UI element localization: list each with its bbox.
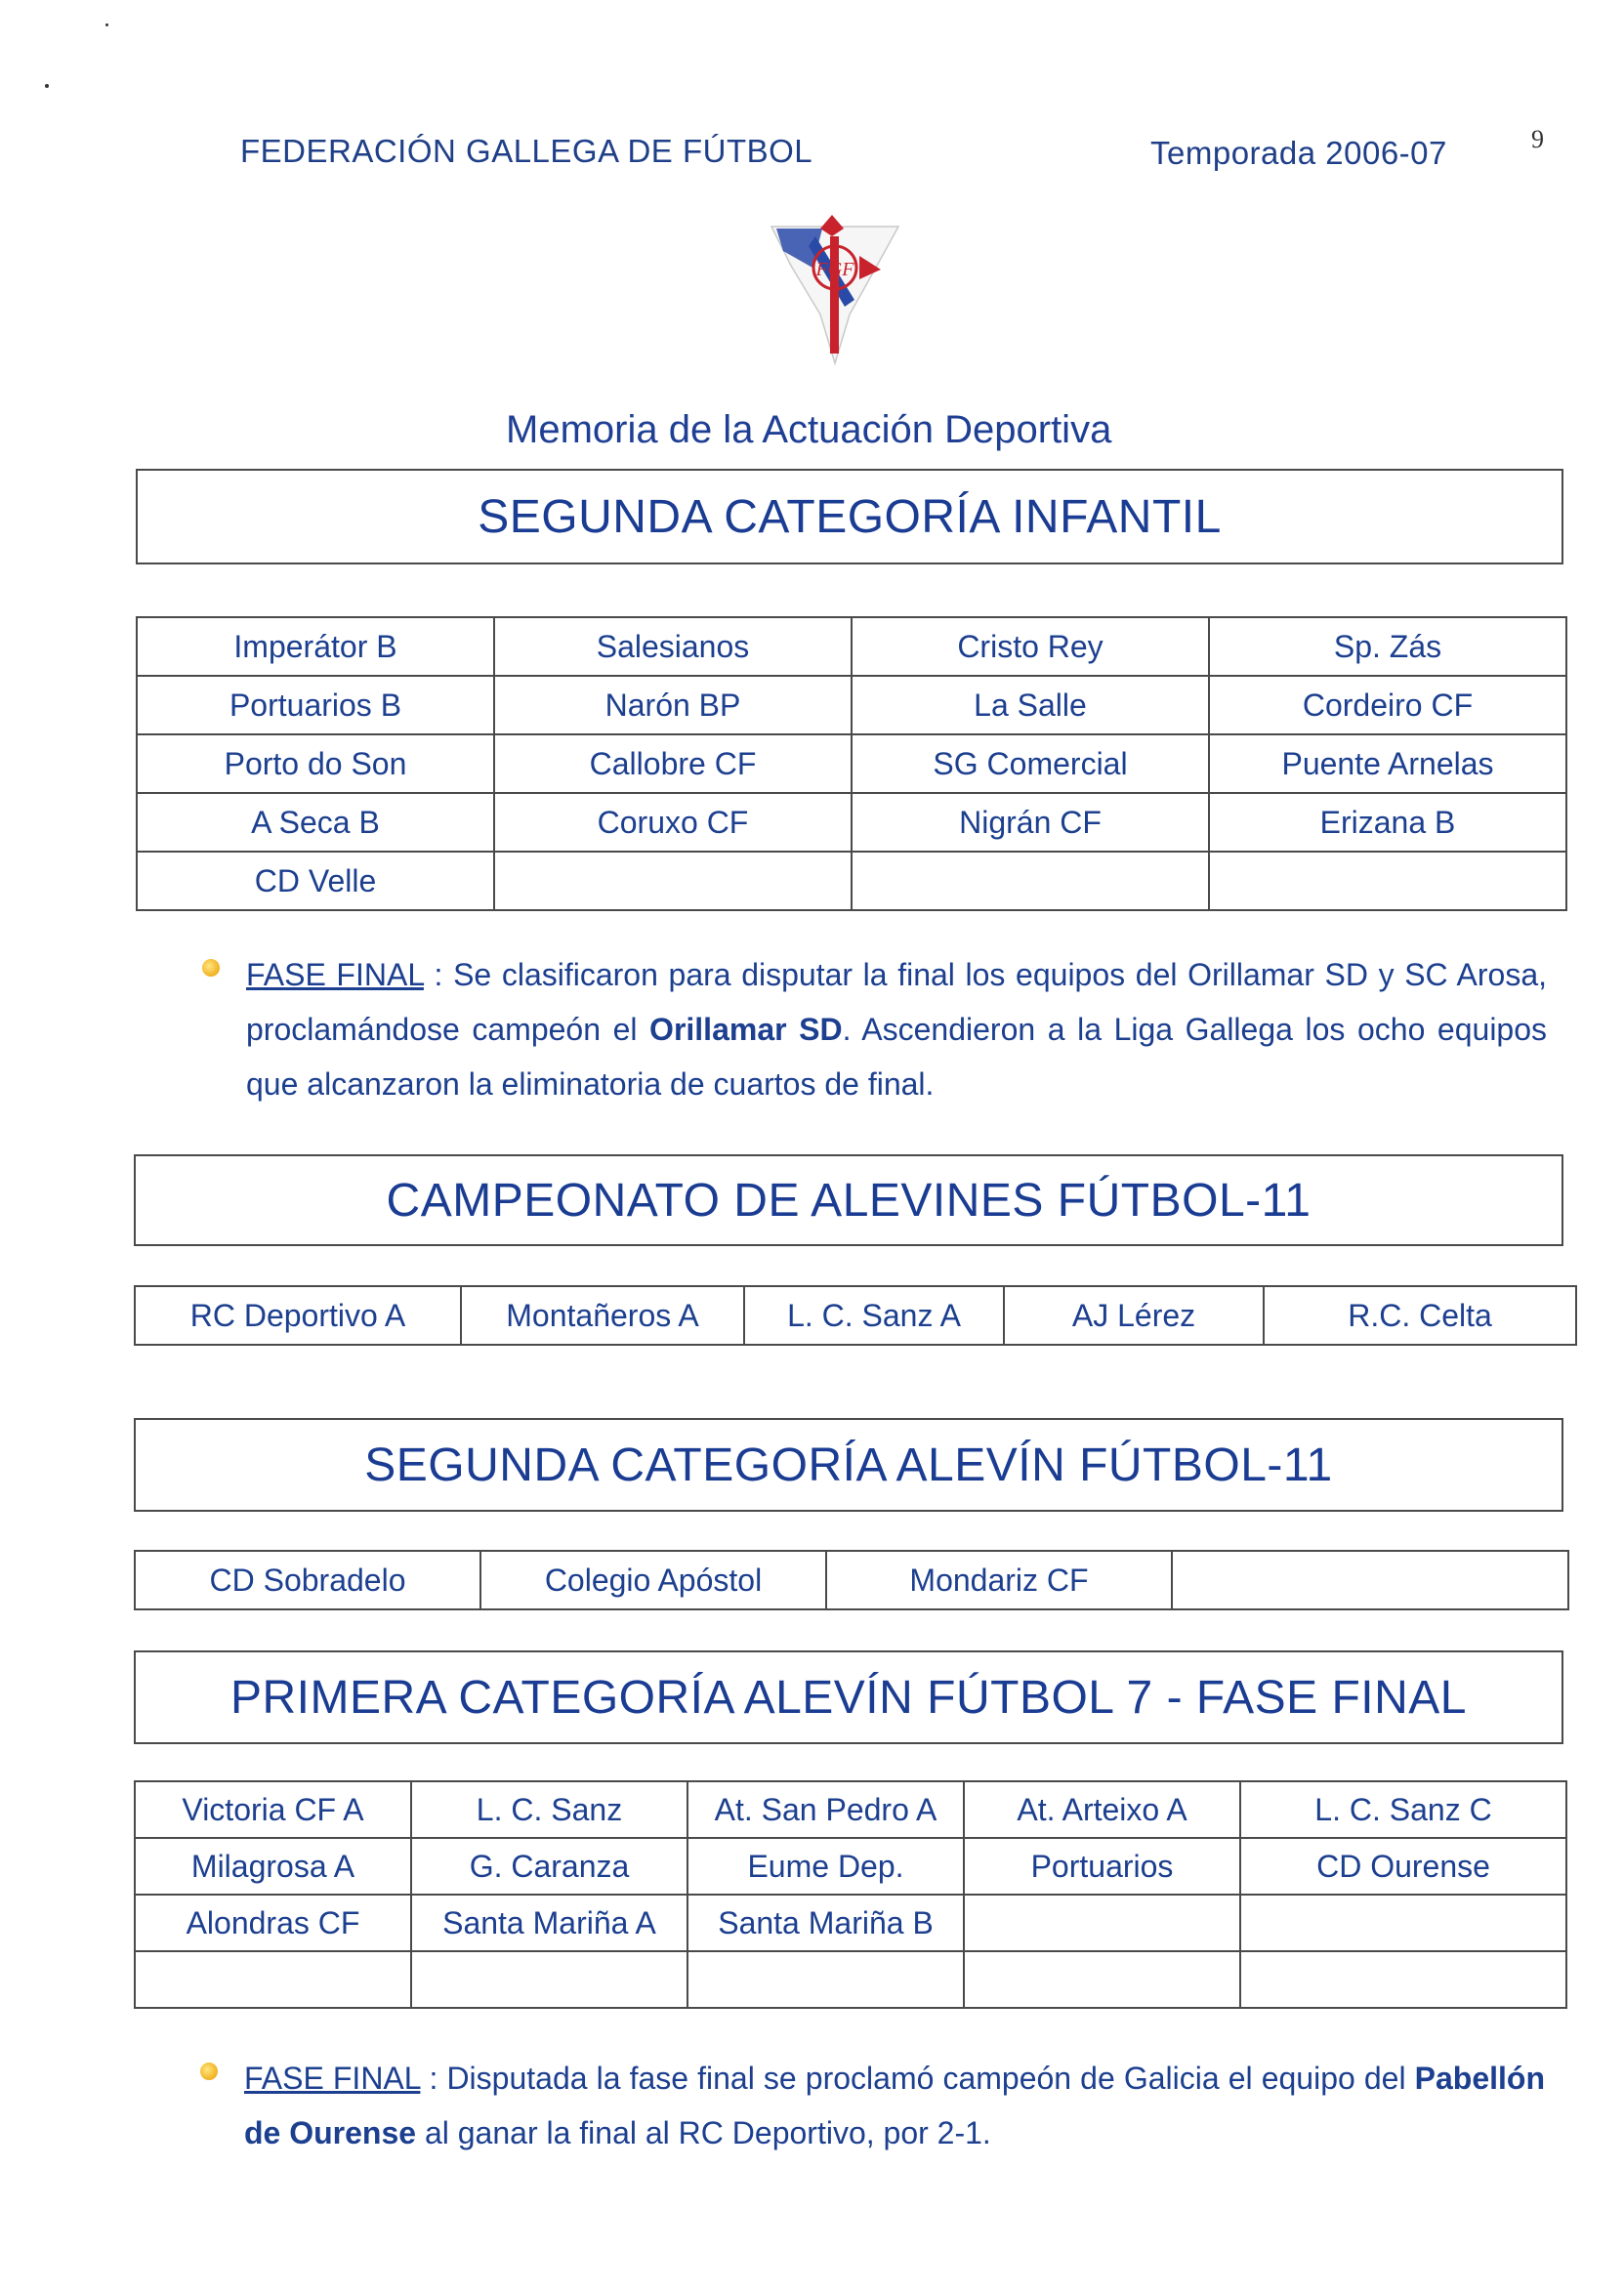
note-label: FASE FINAL [246,957,424,992]
note-text: . Ascendieron a la Liga Gallega los ocho equipos que alcanzaron la eliminatoria de cuartos de final. [246,1012,1548,1102]
document-subtitle: Memoria de la Actuación Deportiva [506,408,1112,451]
note-champion: Orillamar SD [649,1012,843,1047]
section-title-primera-alevin-f7: PRIMERA CATEGORÍA ALEVÍN FÚTBOL 7 - FASE FINAL [134,1650,1563,1744]
table-row [135,1951,1566,2008]
team-cell: Cristo Rey [852,617,1209,676]
team-cell: L. C. Sanz C [1240,1781,1566,1838]
page-number: 9 [1531,125,1544,153]
bullet-icon [202,959,220,977]
note-text: Se clasificaron para disputar la final los equipos del Orillamar SD y SC Arosa, proclamándose campeón el [246,957,1548,1047]
team-cell: Eume Dep. [687,1838,964,1895]
table-row [137,676,1566,734]
team-cell [852,852,1209,910]
scan-speck [45,84,49,88]
bullet-icon [200,2063,218,2080]
fase-final-note-infantil [246,947,1547,1111]
note-label: FASE FINAL [244,2061,421,2096]
team-cell: Portuarios B [137,676,494,734]
team-cell: G. Caranza [411,1838,687,1895]
team-cell: Colegio Apóstol [480,1551,826,1609]
team-cell: CD Ourense [1240,1838,1566,1895]
fgf-logo [762,207,908,375]
note-separator: : [423,957,454,992]
team-cell: Santa Mariña B [687,1895,964,1951]
table-row [135,1551,1568,1609]
team-cell: A Seca B [137,793,494,852]
team-cell [1209,852,1566,910]
team-cell [964,1895,1240,1951]
logo-text: FGF [815,259,854,280]
table-row [137,793,1566,852]
note-separator: : [420,2061,447,2096]
team-cell: Puente Arnelas [1209,734,1566,793]
team-cell: At. Arteixo A [964,1781,1240,1838]
team-cell [411,1951,687,2008]
team-cell: At. San Pedro A [687,1781,964,1838]
scan-speck [105,23,108,26]
team-cell [135,1951,411,2008]
fase-final-note-alevin-f7 [244,2051,1545,2160]
note-champion: Pabellón de Ourense [244,2061,1546,2150]
team-cell [687,1951,964,2008]
team-cell: Porto do Son [137,734,494,793]
team-cell [494,852,852,910]
team-cell: Portuarios [964,1838,1240,1895]
team-cell: CD Sobradelo [135,1551,480,1609]
teams-table-segunda-infantil [136,616,1567,911]
federation-name: FEDERACIÓN GALLEGA DE FÚTBOL [240,133,813,169]
team-cell: RC Deportivo A [135,1286,461,1345]
team-cell: Montañeros A [461,1286,744,1345]
team-cell: Nigrán CF [852,793,1209,852]
team-cell: R.C. Celta [1264,1286,1576,1345]
table-row [135,1895,1566,1951]
table-row [135,1781,1566,1838]
team-cell: Coruxo CF [494,793,852,852]
team-cell [1172,1551,1568,1609]
team-cell: AJ Lérez [1004,1286,1264,1345]
team-cell: Callobre CF [494,734,852,793]
team-cell: Erizana B [1209,793,1566,852]
team-cell: Narón BP [494,676,852,734]
team-cell: SG Comercial [852,734,1209,793]
note-text: al ganar la final al RC Deportivo, por 2-1. [416,2115,991,2150]
team-cell: La Salle [852,676,1209,734]
team-cell: Imperátor B [137,617,494,676]
team-cell [1240,1951,1566,2008]
team-cell [964,1951,1240,2008]
note-text: Disputada la fase final se proclamó campeón de Galicia el equipo del [446,2061,1415,2096]
teams-table-segunda-alevin-f11 [134,1550,1569,1610]
team-cell: Alondras CF [135,1895,411,1951]
section-title-alevines-f11: CAMPEONATO DE ALEVINES FÚTBOL-11 [134,1154,1563,1246]
team-cell: L. C. Sanz A [744,1286,1004,1345]
section-title-segunda-infantil: SEGUNDA CATEGORÍA INFANTIL [136,469,1563,564]
team-cell [1240,1895,1566,1951]
team-cell: Salesianos [494,617,852,676]
team-cell: Victoria CF A [135,1781,411,1838]
team-cell: L. C. Sanz [411,1781,687,1838]
team-cell: Santa Mariña A [411,1895,687,1951]
table-row [137,617,1566,676]
table-row [137,734,1566,793]
teams-table-primera-alevin-f7 [134,1780,1567,2009]
team-cell: Cordeiro CF [1209,676,1566,734]
team-cell: CD Velle [137,852,494,910]
teams-table-alevines-f11 [134,1285,1577,1346]
season-label: Temporada 2006-07 [1150,135,1447,171]
team-cell: Sp. Zás [1209,617,1566,676]
team-cell: Mondariz CF [826,1551,1172,1609]
table-row [135,1838,1566,1895]
table-row [137,852,1566,910]
table-row [135,1286,1576,1345]
section-title-segunda-alevin-f11: SEGUNDA CATEGORÍA ALEVÍN FÚTBOL-11 [134,1418,1563,1512]
team-cell: Milagrosa A [135,1838,411,1895]
fgf-crest-icon [762,207,908,375]
